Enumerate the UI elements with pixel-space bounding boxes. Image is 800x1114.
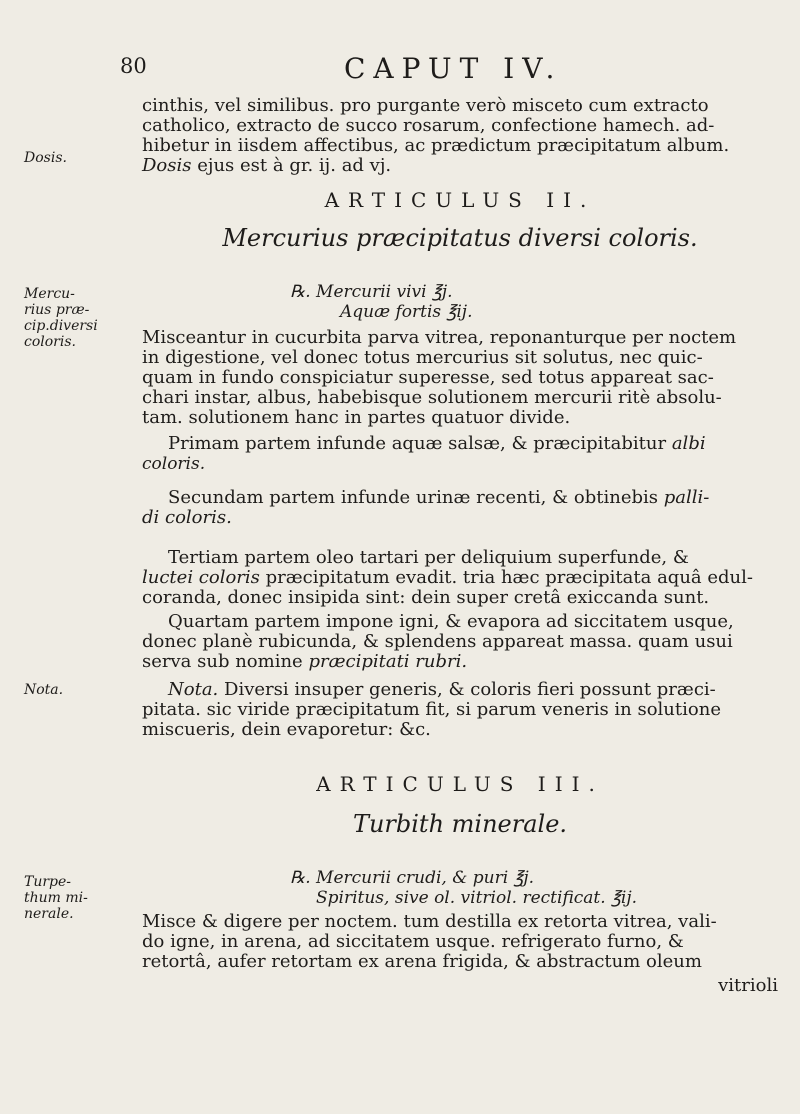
fourth-part-paragraph: Quartam partem impone igni, & evapora ad siccitatem usque, donec planè rubicunda, & splendens appareat massa. quam usui serva sub nomine præcipitati rubri. — [142, 611, 734, 672]
ingredient-line: ℞. Mercurii crudi, & puri ℥j. — [290, 868, 535, 888]
nota-paragraph: Nota. Diversi insuper generis, & coloris fieri possunt præci- pitata. sic viride præcipitatum fit, si parum veneris in solutione miscueris, dein evaporetur: &c. — [142, 679, 721, 740]
article-title: Turbith minerale. — [352, 810, 568, 838]
text-line: hibetur in iisdem affectibus, ac prædictum præcipitatum album. — [142, 135, 730, 156]
ingredient-list — [290, 868, 750, 908]
coloris-continuation: coloris. — [142, 454, 206, 474]
ingredient-line: Aquæ fortis ℥ij. — [340, 302, 473, 322]
article-title: Mercurius præcipitatus diversi coloris. — [222, 224, 698, 252]
second-part-paragraph: Secundam partem infunde urinæ recenti, & obtinebis palli- di coloris. — [142, 487, 710, 528]
running-title: CAPUT IV. — [344, 52, 563, 85]
top-paragraph — [142, 96, 778, 176]
procedure-paragraph: Misceantur in cucurbita parva vitrea, reponanturque per noctem in digestione, vel donec totus mercurius sit solutus, nec quic- quam in fundo conspiciatur superesse, sed totus appareat sac- chari instar, albus, habebisque solutionem mercurii ritè absolu- tam. solutionem hanc in partes quatuor divide. — [142, 327, 737, 428]
margin-note-dosis: Dosis. — [24, 150, 67, 166]
ingredient-line: Spiritus, sive ol. vitriol. rectificat. ℥ij. — [316, 888, 638, 908]
text-line — [142, 156, 778, 176]
turbith-paragraph: Misce & digere per noctem. tum destilla ex retorta vitrea, vali- do igne, in arena, ad siccitatem usque. refrigerato furno, & retortâ, aufer retortam ex arena frigida, & abstractum oleum — [142, 911, 717, 972]
article-heading: ARTICULUS II. — [324, 188, 596, 212]
third-part-paragraph: Tertiam partem oleo tartari per deliquium superfunde, & luctei coloris præcipitatum evadit. tria hæc præcipitata aquâ edul- coranda, donec insipida sint: dein super cretâ exiccanda sunt. — [142, 547, 753, 608]
margin-note-mercurius: Mercu- rius præ- cip.diversi coloris. — [24, 286, 98, 350]
page-header — [120, 52, 780, 88]
ingredient-line: ℞. Mercurii vivi ℥j. — [290, 282, 453, 302]
text-line: cinthis, vel similibus. pro purgante verò misceto cum extracto — [142, 95, 709, 116]
ingredient-list — [290, 282, 750, 322]
catchword: vitrioli — [718, 975, 778, 996]
dose-text: ejus est à gr. ij. ad vj. — [197, 155, 392, 176]
margin-note-turpethum: Turpe- thum mi- nerale. — [24, 874, 88, 922]
page-number: 80 — [120, 54, 147, 78]
article-heading: ARTICULUS III. — [316, 772, 604, 796]
dose-label: Dosis — [142, 155, 192, 176]
text-line: catholico, extracto de succo rosarum, confectione hamech. ad- — [142, 115, 715, 136]
first-part-paragraph: Primam partem infunde aquæ salsæ, & præcipitabitur albi — [168, 433, 706, 454]
margin-note-nota: Nota. — [24, 682, 64, 698]
